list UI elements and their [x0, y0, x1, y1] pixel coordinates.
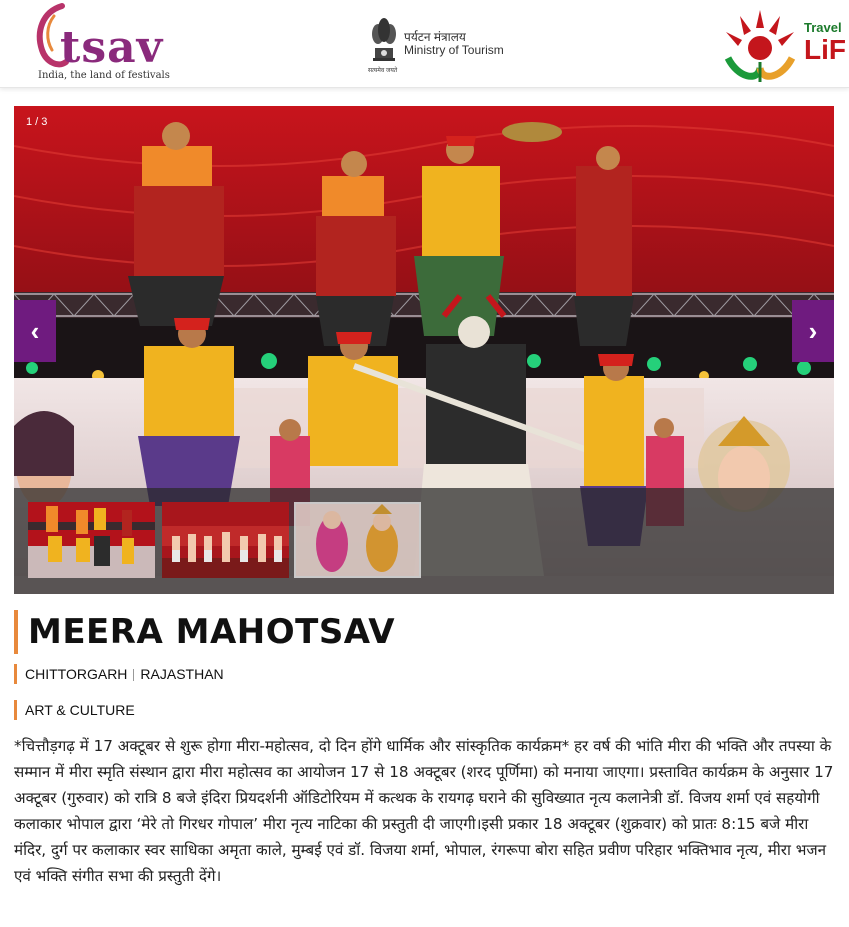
event-description: *चित्तौड़गढ़ में 17 अक्टूबर से शुरू होगा मीरा-महोत्सव, दो दिन होंगे धार्मिक और सांस्कृतिक कार्यक्रम* हर वर्ष की भांति मीरा की भक्ति और तपस्या के सम्मान में मीरा स्मृति संस्थान द्वारा मीरा महोत्सव का आयोजन 17 से 18 अक्टूबर (शरद पूर्णिमा) को मनाया जाएगा। प्रस्तावित कार्यक्रम के अनुसार 17 अक्टूबर (गुरुवार) को रात्रि 8 बजे इंदिरा प्रियदर्शनी ऑडिटोरियम में कत्थक के रायगढ़ घराने की सुविख्यात नृत्य कलानेत्री डॉ. विजय शर्मा एवं सहयोगी कलाकार भोपाल द्वारा ‘मेरे तो गिरधर गोपाल’ मीरा नृत्य नाटिका की प्रस्तुती दी जाएगी।इसी प्रकार 18 अक्टूबर (शुक्रवार) को प्रातः 8:15 बजे मीरा मंदिर, दुर्ग पर कलाकार स्वर साधिका अमृता काले, मुम्बई एवं डॉ. विजया शर्मा, भोपाल, रंगरूपा बोरा सहित प्रवीण परिहार भक्तिभाव नृत्य, मीरा भजन एवं भक्ति संगीत सभा की प्रस्तुती देंगे।: [14, 737, 834, 885]
location-divider: [133, 669, 134, 681]
thumbnail-3-image: [296, 504, 419, 576]
utsav-logo[interactable]: [30, 2, 170, 86]
travel-label: Travel: [804, 20, 842, 35]
thumbnail-1-image: [28, 502, 155, 578]
event-title: MEERA MAHOTSAV: [14, 610, 395, 654]
utsav-tagline: India, the land of festivals: [38, 70, 170, 81]
thumbnail-2[interactable]: [162, 502, 289, 578]
life-label: LiF: [804, 34, 846, 65]
previous-slide-button[interactable]: ‹: [14, 300, 56, 362]
thumbnail-3[interactable]: [294, 502, 421, 578]
emblem-motto: सत्यमेव जयते: [368, 68, 398, 74]
travel-life-logo[interactable]: [718, 2, 849, 86]
thumbnail-strip: [14, 488, 834, 594]
thumbnail-1[interactable]: [28, 502, 155, 578]
site-header: [0, 0, 849, 88]
travel-life-sun-icon: [718, 2, 802, 86]
image-slider[interactable]: [14, 106, 834, 594]
next-slide-button[interactable]: ›: [792, 300, 834, 362]
ministry-of-tourism-logo[interactable]: [366, 14, 516, 76]
ministry-hindi-label: पर्यटन मंत्रालय: [404, 30, 466, 44]
utsav-wordmark: tsav: [60, 22, 164, 73]
event-category[interactable]: ART & CULTURE: [14, 700, 135, 720]
event-location: [14, 664, 224, 684]
event-city[interactable]: CHITTORGARH: [25, 666, 128, 682]
event-state[interactable]: RAJASTHAN: [140, 666, 224, 682]
ministry-english-label: Ministry of Tourism: [404, 43, 504, 57]
national-emblem-icon: [368, 14, 400, 66]
slide-counter: 1 / 3: [26, 116, 48, 128]
thumbnail-2-image: [162, 502, 289, 578]
